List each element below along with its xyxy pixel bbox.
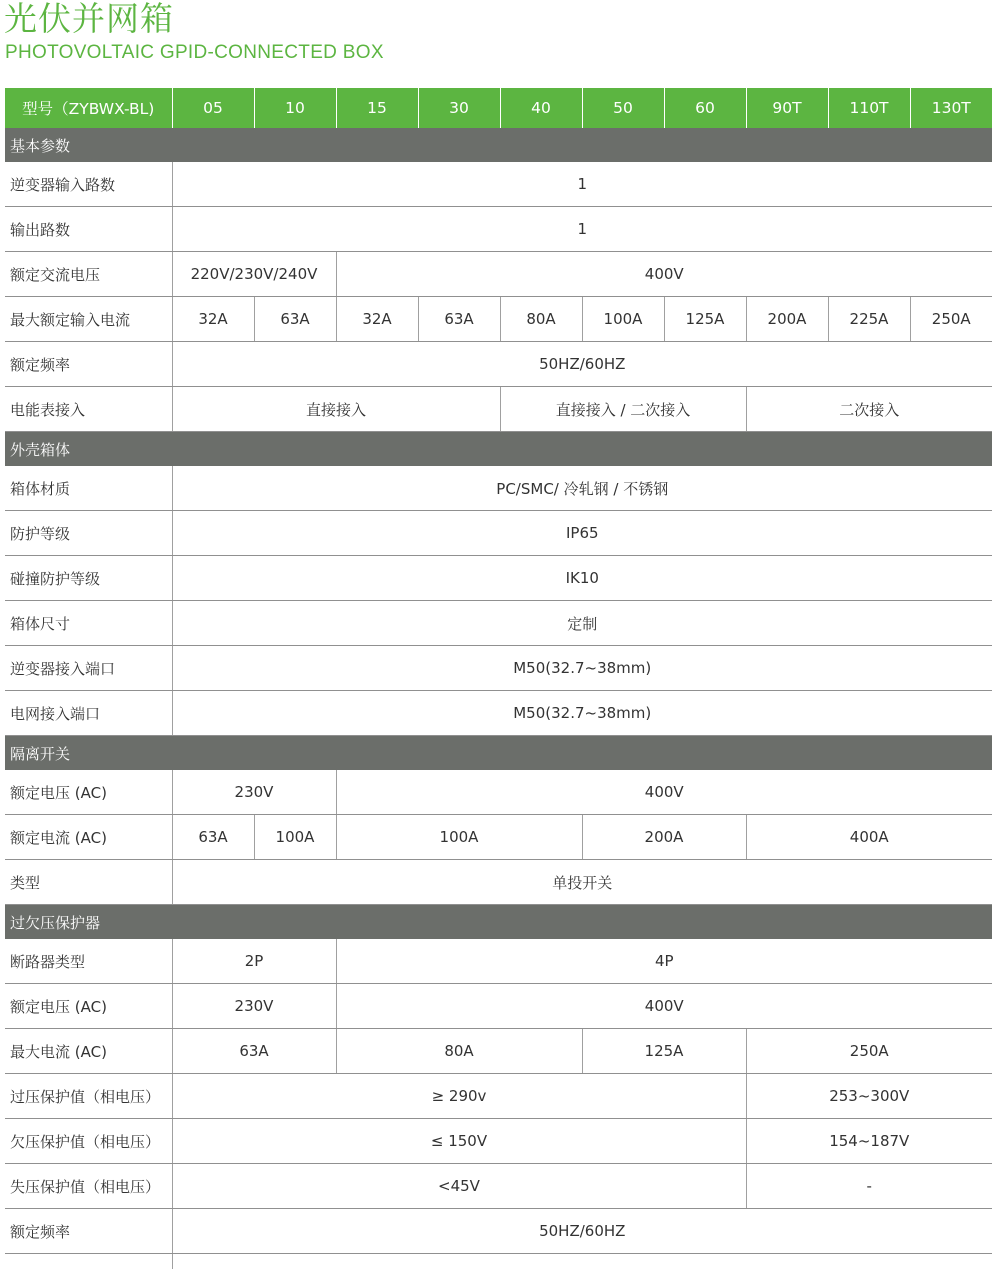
value-cell: IP65 xyxy=(172,511,992,556)
row-label: 逆变器输入路数 xyxy=(5,162,172,207)
row-label: 额定频率 xyxy=(5,342,172,387)
row-label: 输出路数 xyxy=(5,207,172,252)
value-cell: 125A xyxy=(664,297,746,342)
model-column-header: 05 xyxy=(172,88,254,128)
section-header-row xyxy=(5,128,992,162)
table-row xyxy=(5,511,992,556)
value-cell: 80A xyxy=(500,297,582,342)
value-cell: ≥ 290v xyxy=(172,1074,746,1119)
value-cell: 二次接入 xyxy=(746,387,992,432)
table-header-row xyxy=(5,88,992,128)
section-title: 过欠压保护器 xyxy=(5,905,992,940)
value-cell: 253~300V xyxy=(746,1074,992,1119)
value-cell: 250A xyxy=(910,297,992,342)
section-header-row xyxy=(5,736,992,771)
table-row xyxy=(5,1164,992,1209)
table-row xyxy=(5,162,992,207)
value-cell: 直接接入 / 二次接入 xyxy=(500,387,746,432)
row-label: 箱体尺寸 xyxy=(5,601,172,646)
value-cell: 400V xyxy=(336,770,992,815)
value-cell: 200A xyxy=(746,297,828,342)
table-row xyxy=(5,1074,992,1119)
value-cell: 100A xyxy=(336,815,582,860)
value-cell: 200A xyxy=(582,815,746,860)
value-cell: 直接接入 xyxy=(172,387,500,432)
spec-table xyxy=(5,88,992,1269)
row-label: 碰撞防护等级 xyxy=(5,556,172,601)
model-column-header: 130T xyxy=(910,88,992,128)
table-row xyxy=(5,207,992,252)
value-cell: 定制 xyxy=(172,601,992,646)
section-header-row xyxy=(5,905,992,940)
value-cell: 1 xyxy=(172,207,992,252)
page-title: 光伏并网箱 xyxy=(4,0,174,38)
value-cell: 250A xyxy=(746,1029,992,1074)
table-row xyxy=(5,297,992,342)
table-row xyxy=(5,1209,992,1254)
table-row xyxy=(5,691,992,736)
value-cell: 4P xyxy=(336,939,992,984)
value-cell: - xyxy=(746,1164,992,1209)
table-row xyxy=(5,342,992,387)
section-title: 外壳箱体 xyxy=(5,432,992,467)
row-label: 额定电压 (AC) xyxy=(5,770,172,815)
value-cell: 400V xyxy=(336,984,992,1029)
value-cell: 400V xyxy=(336,252,992,297)
value-cell: 63A xyxy=(254,297,336,342)
value-cell: 50HZ/60HZ xyxy=(172,342,992,387)
table-row xyxy=(5,1029,992,1074)
value-cell: 2P xyxy=(172,939,336,984)
value-cell: 154~187V xyxy=(746,1119,992,1164)
value-cell: 32A xyxy=(172,297,254,342)
row-label: 最大电流 (AC) xyxy=(5,1029,172,1074)
row-label: 箱体材质 xyxy=(5,466,172,511)
value-cell: 单投开关 xyxy=(172,860,992,905)
value-cell: IK10 xyxy=(172,556,992,601)
page-subtitle: PHOTOVOLTAIC GPID-CONNECTED BOX xyxy=(5,42,384,63)
table-row xyxy=(5,466,992,511)
row-label: 额定交流电压 xyxy=(5,252,172,297)
value-cell: M50(32.7~38mm) xyxy=(172,691,992,736)
row-label: 逆变器接入端口 xyxy=(5,646,172,691)
section-header-row xyxy=(5,432,992,467)
table-row xyxy=(5,1119,992,1164)
table-row xyxy=(5,860,992,905)
row-label: 断路器类型 xyxy=(5,939,172,984)
row-label: 额定电流 (AC) xyxy=(5,815,172,860)
table-row xyxy=(5,252,992,297)
value-cell: ≤ 150V xyxy=(172,1119,746,1164)
value-cell: 63A xyxy=(172,1029,336,1074)
table-row xyxy=(5,601,992,646)
table-row xyxy=(5,1254,992,1270)
row-label: 最大额定输入电流 xyxy=(5,297,172,342)
value-cell: 100A xyxy=(582,297,664,342)
model-header-cell: 型号（ZYBWX-BL) xyxy=(5,88,172,128)
row-label: 防护等级 xyxy=(5,511,172,556)
table-row xyxy=(5,387,992,432)
model-column-header: 110T xyxy=(828,88,910,128)
value-cell: 125A xyxy=(582,1029,746,1074)
table-row xyxy=(5,939,992,984)
value-cell: 63A xyxy=(418,297,500,342)
table-row xyxy=(5,984,992,1029)
value-cell xyxy=(172,1254,992,1270)
row-label: 电能表接入 xyxy=(5,387,172,432)
value-cell: <45V xyxy=(172,1164,746,1209)
value-cell: 1 xyxy=(172,162,992,207)
section-title: 隔离开关 xyxy=(5,736,992,771)
row-label: 过压保护值（相电压） xyxy=(5,1074,172,1119)
row-label: 欠压保护值（相电压） xyxy=(5,1119,172,1164)
table-row xyxy=(5,556,992,601)
model-column-header: 15 xyxy=(336,88,418,128)
table-row xyxy=(5,770,992,815)
value-cell: 230V xyxy=(172,984,336,1029)
value-cell: 63A xyxy=(172,815,254,860)
value-cell: 225A xyxy=(828,297,910,342)
model-column-header: 50 xyxy=(582,88,664,128)
model-column-header: 30 xyxy=(418,88,500,128)
value-cell: 50HZ/60HZ xyxy=(172,1209,992,1254)
model-column-header: 10 xyxy=(254,88,336,128)
spec-table-body xyxy=(5,88,992,1269)
row-label: 额定频率 xyxy=(5,1209,172,1254)
row-label: 额定电压 (AC) xyxy=(5,984,172,1029)
section-title: 基本参数 xyxy=(5,128,992,162)
row-label: 电网接入端口 xyxy=(5,691,172,736)
value-cell: 100A xyxy=(254,815,336,860)
value-cell: 230V xyxy=(172,770,336,815)
value-cell: PC/SMC/ 冷轧钢 / 不锈钢 xyxy=(172,466,992,511)
row-label: 类型 xyxy=(5,860,172,905)
row-label: 失压保护值（相电压） xyxy=(5,1164,172,1209)
table-row xyxy=(5,815,992,860)
model-column-header: 60 xyxy=(664,88,746,128)
value-cell: 220V/230V/240V xyxy=(172,252,336,297)
value-cell: M50(32.7~38mm) xyxy=(172,646,992,691)
row-label xyxy=(5,1254,172,1270)
model-column-header: 40 xyxy=(500,88,582,128)
value-cell: 400A xyxy=(746,815,992,860)
model-column-header: 90T xyxy=(746,88,828,128)
value-cell: 80A xyxy=(336,1029,582,1074)
table-row xyxy=(5,646,992,691)
value-cell: 32A xyxy=(336,297,418,342)
